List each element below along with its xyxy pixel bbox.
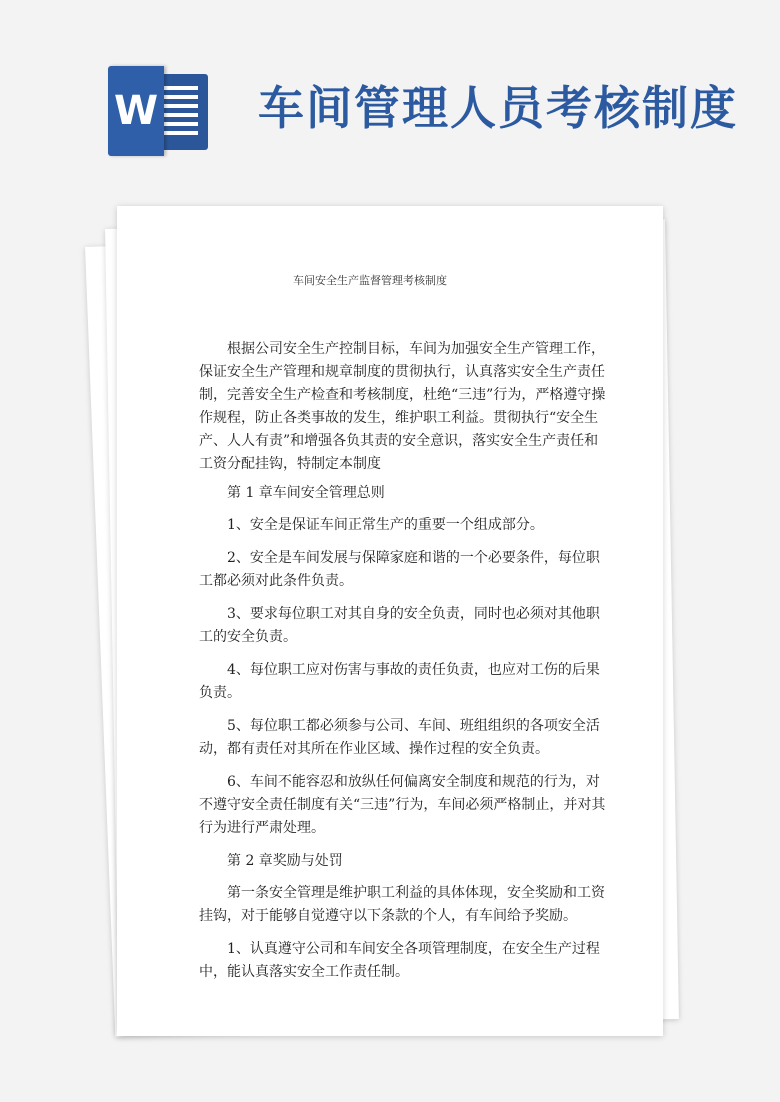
banner-title: 车间管理人员考核制度 [258, 81, 738, 135]
banner [0, 0, 780, 190]
document-body [199, 338, 609, 994]
paragraph-item-2: 2、安全是车间发展与保障家庭和谐的一个必要条件，每位职工都必须对此条件负责。 [199, 550, 600, 589]
chapter-1-heading: 第 1 章车间安全管理总则 [227, 485, 385, 501]
paragraph-item-6: 6、车间不能容忍和放纵任何偏离安全制度和规范的行为，对不遵守安全责任制度有关“三违”行为，车间必须严格制止，并对其行为进行严肃处理。 [199, 774, 606, 836]
paragraph-item-4: 4、每位职工应对伤害与事故的责任负责，也应对工伤的后果负责。 [199, 662, 600, 701]
paragraph-article-1: 第一条安全管理是维护职工利益的具体体现，安全奖励和工资挂钩，对于能够自觉遵守以下条款的个人，有车间给予奖励。 [199, 885, 605, 924]
word-icon-letter: W [108, 66, 164, 156]
paragraph-reward-item-1: 1、认真遵守公司和车间安全各项管理制度，在安全生产过程中，能认真落实安全工作责任制。 [199, 941, 600, 980]
chapter-2-heading: 第 2 章奖励与处罚 [227, 853, 343, 869]
word-icon-text-lines [158, 86, 198, 140]
paragraph-item-5: 5、每位职工都必须参与公司、车间、班组组织的各项安全活动，都有责任对其所在作业区域、操作过程的安全负责。 [199, 718, 600, 757]
paragraph-item-3: 3、要求每位职工对其自身的安全负责，同时也必须对其他职工的安全负责。 [199, 606, 600, 645]
document-header: 车间安全生产监督管理考核制度 [293, 274, 447, 287]
paragraph-intro: 根据公司安全生产控制目标，车间为加强安全生产管理工作，保证安全生产管理和规章制度的贯彻执行，认真落实安全生产责任制，完善安全生产检查和考核制度，杜绝“三违”行为，严格遵守操作规程，防止各类事故的发生，维护职工利益。贯彻执行“安全生产、人人有责”和增强各负其责的安全意识，落实安全生产责任和工资分配挂钩，特制定本制度 [199, 341, 606, 472]
word-document-icon [108, 66, 208, 156]
paragraph-item-1: 1、安全是保证车间正常生产的重要一个组成部分。 [227, 517, 544, 533]
document-page [117, 206, 663, 1036]
